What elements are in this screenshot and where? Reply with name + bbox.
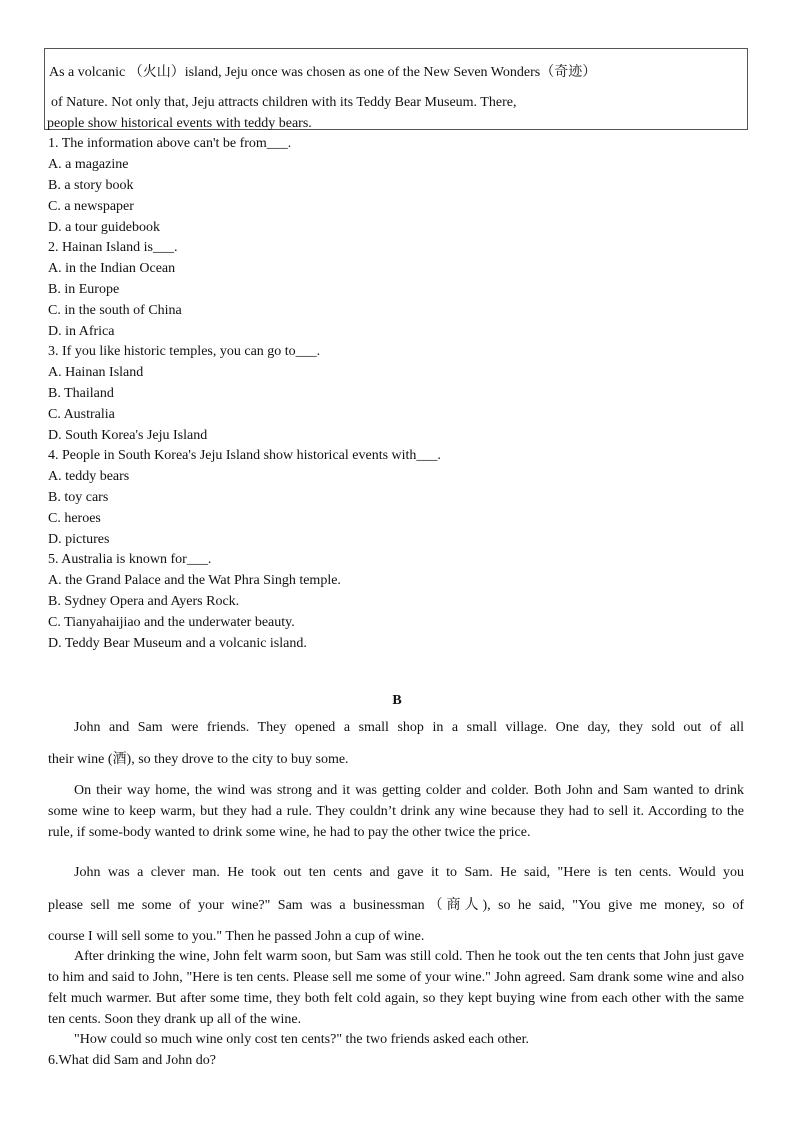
question-4-option-c: C. heroes <box>48 511 101 526</box>
section-b-paragraph-1-line-2: their wine (酒), so they drove to the city to buy some. <box>48 752 349 767</box>
question-1-option-b: B. a story book <box>48 178 134 193</box>
section-b-title: B <box>392 693 402 708</box>
question-2-option-a: A. in the Indian Ocean <box>48 261 176 276</box>
question-4-option-b: B. toy cars <box>48 490 109 505</box>
question-6-stem: 6.What did Sam and John do? <box>48 1053 216 1068</box>
question-3-option-d: D. South Korea's Jeju Island <box>48 428 208 443</box>
question-1-option-a: A. a magazine <box>48 157 129 172</box>
intro-line-1: As a volcanic （火山）island, Jeju once was chosen as one of the New Seven Wonders（奇迹） <box>49 65 597 80</box>
question-3-option-a: A. Hainan Island <box>48 365 144 380</box>
question-4-option-a: A. teddy bears <box>48 469 130 484</box>
question-2-stem: 2. Hainan Island is___. <box>48 240 178 255</box>
intro-box <box>44 48 748 130</box>
section-b-paragraph-4: After drinking the wine, John felt warm soon, but Sam was still cold. Then he took out the ten cents that John just gave to him and said to John, "Here is ten cents. Please sell me some of your wine." John agreed. Sam drank some wine and also felt much warmer. But after some time, they both felt cold again, so they kept buying wine from each other with the same ten cents. Soon they drank up all of the wine. <box>48 949 744 1027</box>
intro-line-3: people show historical events with teddy bears. <box>47 116 312 131</box>
section-b-paragraph-3-line-1: John was a clever man. He took out ten cents and gave it to Sam. He said, "Here is ten cents. Would you <box>74 865 744 880</box>
intro-line-2: of Nature. Not only that, Jeju attracts children with its Teddy Bear Museum. There, <box>51 95 517 110</box>
section-b-paragraph-2: On their way home, the wind was strong and it was getting colder and colder. Both John and Sam wanted to drink some wine to keep warm, but they had a rule. They couldn’t drink any wine because they had to sell it. According to the rule, if some-body wanted to drink some wine, he had to pay the other twice the price. <box>48 783 744 840</box>
question-3-option-c: C. Australia <box>48 407 115 422</box>
question-2-option-c: C. in the south of China <box>48 303 182 318</box>
question-1-option-d: D. a tour guidebook <box>48 220 160 235</box>
question-3-stem: 3. If you like historic temples, you can go to___. <box>48 344 321 359</box>
question-5-option-c: C. Tianyahaijiao and the underwater beauty. <box>48 615 295 630</box>
question-3-option-b: B. Thailand <box>48 386 114 401</box>
question-1-stem: 1. The information above can't be from___. <box>48 136 292 151</box>
question-2-option-b: B. in Europe <box>48 282 120 297</box>
question-4-option-d: D. pictures <box>48 532 110 547</box>
question-5-stem: 5. Australia is known for___. <box>48 552 212 567</box>
question-4-stem: 4. People in South Korea's Jeju Island show historical events with___. <box>48 448 441 463</box>
question-2-option-d: D. in Africa <box>48 324 115 339</box>
section-b-paragraph-1-line-1: John and Sam were friends. They opened a small shop in a small village. One day, they sold out of all <box>74 720 744 735</box>
question-5-option-b: B. Sydney Opera and Ayers Rock. <box>48 594 240 609</box>
section-b-paragraph-5: "How could so much wine only cost ten cents?" the two friends asked each other. <box>74 1032 530 1047</box>
question-5-option-d: D. Teddy Bear Museum and a volcanic island. <box>48 636 307 651</box>
section-b-paragraph-3-line-2: please sell me some of your wine?" Sam was a businessman（商人), so he said, "You give me money, so of <box>48 898 744 913</box>
question-5-option-a: A. the Grand Palace and the Wat Phra Singh temple. <box>48 573 341 588</box>
question-1-option-c: C. a newspaper <box>48 199 134 214</box>
section-b-paragraph-3-line-3: course I will sell some to you." Then he passed John a cup of wine. <box>48 929 425 944</box>
